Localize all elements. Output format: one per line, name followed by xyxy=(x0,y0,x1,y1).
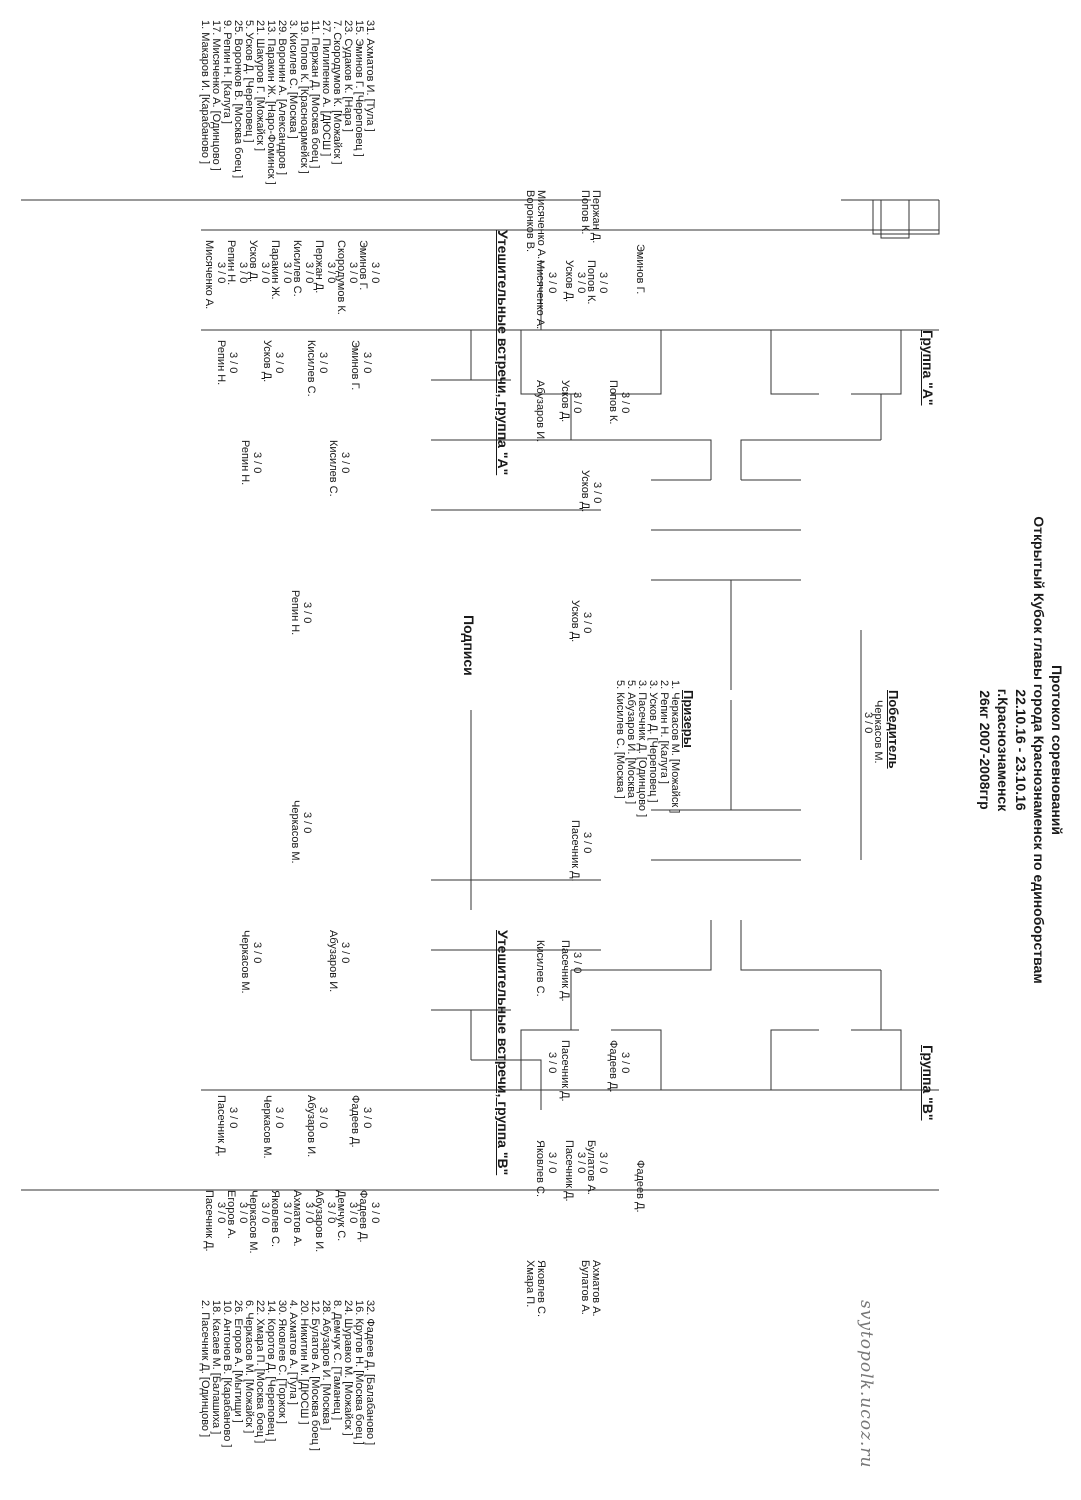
list-item: 27. Пилипенко А. [ДЮСШ ] xyxy=(320,20,332,157)
prize-item: 2. Репин Н. [Калуга ] xyxy=(658,680,670,784)
bracket-name: Пасечник Д. xyxy=(563,1140,575,1202)
list-item: 2. Пасечник Д. [Одинцово ] xyxy=(199,1300,211,1438)
prize-item: 3. Усков Д. [Череповец ] xyxy=(647,680,659,803)
bracket-score: 3 / 0 xyxy=(259,262,271,284)
list-item: 12. Булатов А. [Москва боец ] xyxy=(309,1300,321,1451)
bracket-score: 3 / 0 xyxy=(571,392,583,414)
list-item: 32. Фадеев Д. [Балабаново ] xyxy=(364,1300,376,1446)
list-item: 15. Эминов Г. [Череповец ] xyxy=(353,20,365,157)
group-a-title: Группа "А" xyxy=(920,330,936,406)
list-item: 18. Касаев М. [Балашиха ] xyxy=(210,1300,222,1435)
bracket-score: 3 / 0 xyxy=(251,942,263,964)
bracket-score: 3 / 0 xyxy=(339,452,351,474)
bracket-score: 3 / 0 xyxy=(273,1107,285,1129)
bracket-score: 3 / 0 xyxy=(281,1202,293,1224)
bracket-score: 3 / 0 xyxy=(575,1152,587,1174)
watermark: svytopolk.ucoz.ru xyxy=(856,1300,876,1469)
competition-name: Открытый Кубок главы города Краснознаменск по единоборствам xyxy=(1031,516,1047,984)
bracket-score: 3 / 0 xyxy=(369,1202,381,1224)
bracket-score: 3 / 0 xyxy=(546,272,558,294)
cons-entrant: Булатов А. xyxy=(579,1260,591,1315)
bracket-score: 3 / 0 xyxy=(347,262,359,284)
bracket-name: Булатов А. xyxy=(585,1140,597,1195)
bracket-score: 3 / 0 xyxy=(597,272,609,294)
bracket-name: Паракин Ж. xyxy=(269,240,281,300)
competition-dates: 22.10.16 - 23.10.16 xyxy=(1013,689,1029,811)
list-item: 22. Хмара П. [Москва боец ] xyxy=(254,1300,266,1444)
bracket-name: Черкасов М. xyxy=(239,930,251,994)
protocol-title: Протокол соревнований xyxy=(1049,664,1065,836)
bracket-score: 3 / 0 xyxy=(619,392,631,414)
bracket-name: Демчук С. xyxy=(335,1190,347,1242)
list-item: 9. Репин Н. [Калуга ] xyxy=(221,20,233,124)
bracket-name: Скородумов К. xyxy=(335,240,347,315)
group-b-title: Группа "В" xyxy=(920,1045,936,1121)
cons-entrant: Ахматов А. xyxy=(590,1260,602,1317)
bracket-name: Абузаров И. xyxy=(305,1095,317,1158)
bracket-name: Егоров А. xyxy=(225,1190,237,1239)
competition-city: г.Краснознаменск xyxy=(995,688,1011,812)
bracket-name: Усков Д. xyxy=(563,260,575,303)
list-item: 25. Воронков В. [Москва боец ] xyxy=(232,20,244,179)
bracket-name: Попов К. xyxy=(607,380,619,425)
bracket-name: Усков Д. xyxy=(261,340,273,383)
bracket-score: 3 / 0 xyxy=(546,1052,558,1074)
bracket-name: Яковлев С. xyxy=(534,1140,546,1198)
list-item: 17. Мисяченко А. [Одинцово ] xyxy=(210,20,222,171)
consolation-b-title: Утешительные встречи, группа "В" xyxy=(495,930,511,1176)
bracket-name: Фадеев Д. xyxy=(349,1095,361,1148)
list-item: 16. Крутов Н. [Москва боец ] xyxy=(353,1300,365,1445)
bracket-score: 3 / 0 xyxy=(347,1202,359,1224)
bracket-name: Усков Д. xyxy=(579,470,591,513)
bracket-name: Пержан Д. xyxy=(313,240,325,294)
bracket-score: 3 / 0 xyxy=(215,1202,227,1224)
list-item: 19. Попов К. [Красноармейск ] xyxy=(298,20,310,174)
bracket-score: 3 / 0 xyxy=(325,262,337,284)
consolation-a-title: Утешительные встречи, группа "А" xyxy=(495,230,511,476)
list-item: 24. Шуравко М. [Можайск ] xyxy=(342,1300,354,1436)
bracket-name: Попов К. xyxy=(585,260,597,305)
list-item: 13. Паракин Ж. [Наро-Фоминск ] xyxy=(265,20,277,185)
bracket-name: Черкасов М. xyxy=(261,1095,273,1159)
bracket-score: 3 / 0 xyxy=(581,832,593,854)
list-item: 1. Макаров И. [Карабаново ] xyxy=(199,20,211,165)
bracket-score: 3 / 0 xyxy=(317,1107,329,1129)
list-item: 10. Антонов В. [Карабаново ] xyxy=(221,1300,233,1448)
bracket-score: 3 / 0 xyxy=(301,812,313,834)
bracket-score: 3 / 0 xyxy=(227,1107,239,1129)
bracket-score: 3 / 0 xyxy=(215,262,227,284)
bracket-score: 3 / 0 xyxy=(581,612,593,634)
bracket-name: Абузаров И. xyxy=(327,930,339,993)
prizes-title: Призеры xyxy=(681,690,696,748)
bracket-name: Эминов Г. xyxy=(357,240,369,291)
list-item: 8. Демчук С. [Таманец ] xyxy=(331,1300,343,1421)
bracket-score: 3 / 0 xyxy=(259,1202,271,1224)
list-item: 21. Шакуров Г. [Можайск ] xyxy=(254,20,266,152)
bracket-name: Кисилев С. xyxy=(327,440,339,497)
winner-title: Победитель xyxy=(886,690,901,769)
cons-entrant: Эминов Г. xyxy=(634,244,646,295)
list-item: 11. Пержан Д. [Москва боец ] xyxy=(309,20,321,169)
bracket-name: Репин Н. xyxy=(215,340,227,386)
bracket-score: 3 / 0 xyxy=(317,352,329,374)
cons-entrant: Пержан Д. xyxy=(590,190,602,244)
bracket-score: 3 / 0 xyxy=(591,482,603,504)
bracket-name: Черкасов М. xyxy=(247,1190,259,1254)
bracket-name: Ахматов А. xyxy=(291,1190,303,1247)
bracket-score: 3 / 0 xyxy=(361,1107,373,1129)
prize-item: 1. Черкасов М. [Можайск ] xyxy=(669,680,681,814)
bracket-name: Репин Н. xyxy=(225,240,237,286)
list-item: 5. Усков Д. [Череповец ] xyxy=(243,20,255,143)
bracket-name: Репин Н. xyxy=(239,440,251,486)
group-b-final-name: Черкасов М. xyxy=(289,800,301,864)
bracket-score: 3 / 0 xyxy=(301,602,313,624)
bracket-score: 3 / 0 xyxy=(273,352,285,374)
cons-entrant: Фадеев Д. xyxy=(634,1160,646,1213)
bracket-name: Мисяченко А. xyxy=(203,240,215,310)
signatures-label: Подписи xyxy=(461,615,477,676)
list-item: 29. Воронин А. [Александров ] xyxy=(276,20,288,176)
cons-b-final: Пасечник Д. xyxy=(569,820,581,882)
bracket-name: Кисилев С. xyxy=(291,240,303,297)
bracket-score: 3 / 0 xyxy=(597,1152,609,1174)
cons-entrant: Воронков В. xyxy=(524,190,536,253)
bracket-score: 3 / 0 xyxy=(546,1152,558,1174)
bracket-name: Абузаров И. xyxy=(534,380,546,443)
bracket-score: 3 / 0 xyxy=(619,1052,631,1074)
bracket-score: 3 / 0 xyxy=(227,352,239,374)
bracket-name: Кисилев С. xyxy=(534,940,546,997)
bracket-score: 3 / 0 xyxy=(862,712,874,734)
prize-item: 3. Пасечник Д. [Одинцово ] xyxy=(636,680,648,818)
bracket-name: Пасечник Д. xyxy=(559,940,571,1002)
cons-entrant: Яковлев С. xyxy=(535,1260,547,1318)
list-item: 28. Абузаров И. [Москва ] xyxy=(320,1300,332,1431)
bracket-name: Эминов Г. xyxy=(349,340,361,391)
bracket-name: Пасечник Д. xyxy=(203,1190,215,1252)
list-item: 23. Судаков К. [Нара ] xyxy=(342,20,354,132)
list-item: 4. Ахматов А. [Тула ] xyxy=(287,1300,299,1405)
bracket-name: Пасечник Д. xyxy=(559,1040,571,1102)
bracket-name: Усков Д. xyxy=(559,380,571,423)
cons-entrant: Хмара П. xyxy=(524,1260,536,1308)
list-item: 3. Кисилев С. [Москва ] xyxy=(287,20,299,139)
cons-entrant: Попов К. xyxy=(579,190,591,235)
list-item: 6. Черкасов М. [Можайск ] xyxy=(243,1300,255,1434)
bracket-score: 3 / 0 xyxy=(303,1202,315,1224)
list-item: 14. Коротов Д. [Череповец ] xyxy=(265,1300,277,1442)
bracket-name: Пасечник Д. xyxy=(215,1095,227,1157)
bracket-score: 3 / 0 xyxy=(339,942,351,964)
bracket-score: 3 / 0 xyxy=(251,452,263,474)
list-item: 7. Скородумов К. [Можайск ] xyxy=(331,20,343,165)
bracket-name: Усков Д. xyxy=(247,240,259,283)
bracket-name: Мисяченко А. xyxy=(534,260,546,330)
bracket-name: Абузаров И. xyxy=(313,1190,325,1253)
weight-category: 26кг 2007-2008ггр xyxy=(977,690,993,810)
bracket-score: 3 / 0 xyxy=(281,262,293,284)
bracket-score: 3 / 0 xyxy=(571,952,583,974)
bracket-score: 3 / 0 xyxy=(325,1202,337,1224)
bracket-score: 3 / 0 xyxy=(237,1202,249,1224)
cons-a-final: Усков Д. xyxy=(569,600,581,643)
list-item: 26. Егоров А. [Мытищи ] xyxy=(232,1300,244,1423)
cons-entrant: Мисяченко А. xyxy=(535,190,547,260)
bracket-score: 3 / 0 xyxy=(369,262,381,284)
bracket-score: 3 / 0 xyxy=(237,262,249,284)
bracket-name: Фадеев Д. xyxy=(607,1040,619,1093)
list-item: 30. Яковлев С. [Торжок ] xyxy=(276,1300,288,1424)
bracket-score: 3 / 0 xyxy=(303,262,315,284)
bracket-score: 3 / 0 xyxy=(361,352,373,374)
list-item: 31. Ахматов И. [Тула ] xyxy=(364,20,376,132)
bracket-name: Кисилев С. xyxy=(305,340,317,397)
bracket-score: 3 / 0 xyxy=(575,272,587,294)
prize-item: 5. Абузаров И. [Москва ] xyxy=(625,680,637,805)
group-a-final-name: Репин Н. xyxy=(289,590,301,636)
bracket-name: Фадеев Д. xyxy=(357,1190,369,1243)
prize-item: 5. Кисилев С. [Москва ] xyxy=(614,680,626,799)
list-item: 20. Никитин М. [ДЮСШ ] xyxy=(298,1300,310,1425)
bracket-name: Яковлев С. xyxy=(269,1190,281,1248)
winner-name: Черкасов М. xyxy=(872,700,884,764)
